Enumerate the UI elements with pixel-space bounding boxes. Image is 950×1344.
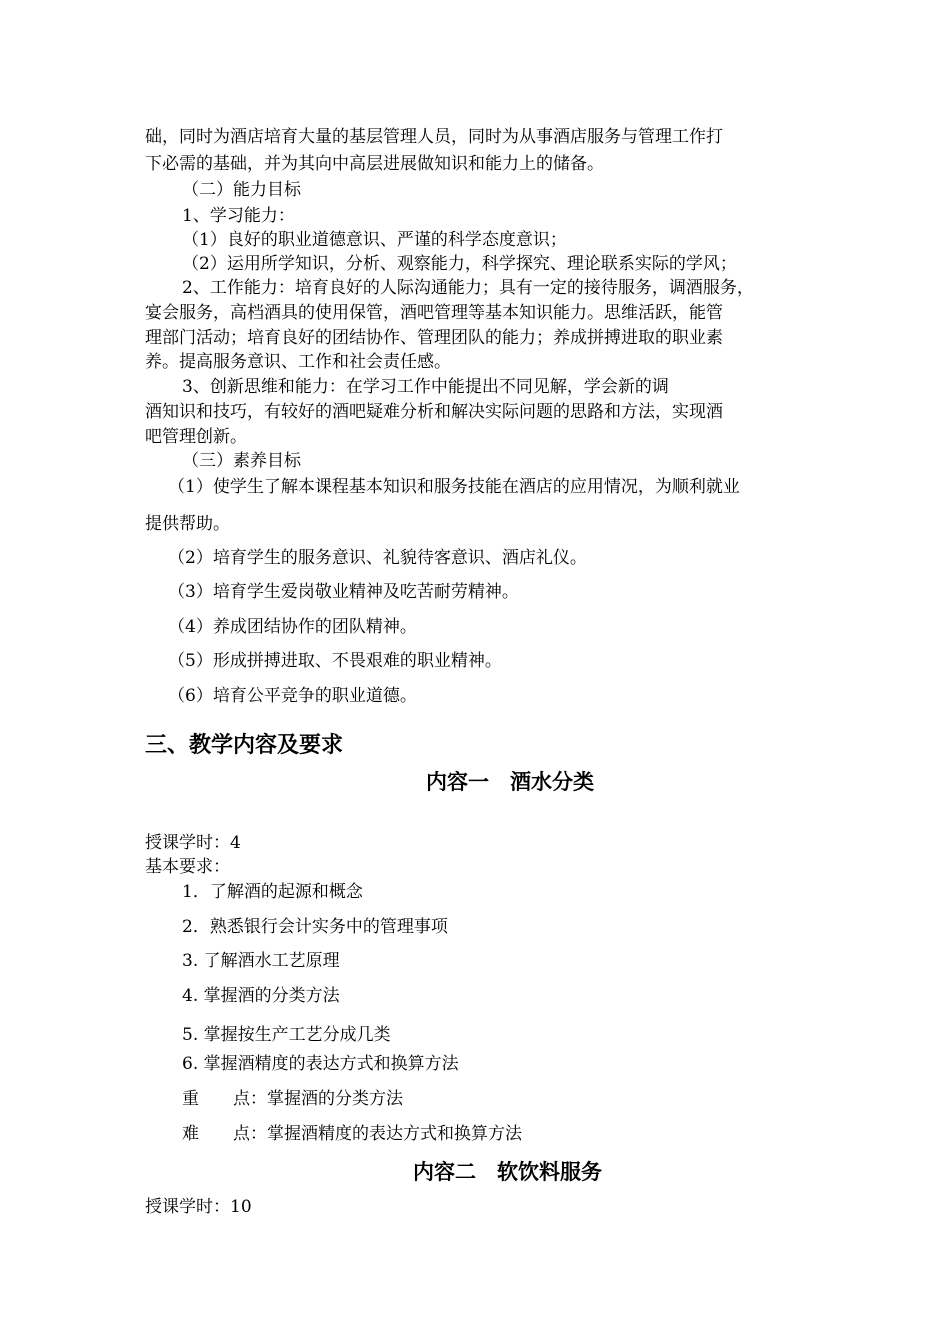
key-point <box>182 1088 403 1110</box>
key-point-label: 重 点： <box>182 1089 267 1109</box>
requirement-item: 2．熟悉银行会计实务中的管理事项 <box>182 917 448 937</box>
difficult-point <box>182 1123 522 1145</box>
quality-item: （3）培育学生爱岗敬业精神及吃苦耐劳精神。 <box>168 582 519 602</box>
work-ability-line: 2、工作能力：培育良好的人际沟通能力；具有一定的接待服务，调酒服务， <box>182 278 754 298</box>
work-ability-line: 宴会服务，高档酒具的使用保管，酒吧管理等基本知识能力。思维活跃，能管 <box>145 303 723 323</box>
learning-item: （1）良好的职业道德意识、严谨的科学态度意识； <box>182 230 567 250</box>
quality-item: （1）使学生了解本课程基本知识和服务技能在酒店的应用情况，为顺利就业 <box>168 477 740 497</box>
work-ability-line: 理部门活动；培育良好的团结协作、管理团队的能力；养成拼搏进取的职业素 <box>145 328 723 348</box>
teaching-hours: 授课学时：4 <box>145 833 241 853</box>
section-heading: 三、教学内容及要求 <box>145 733 344 758</box>
innovation-line: 吧管理创新。 <box>145 427 247 447</box>
difficult-point-value: 掌握酒精度的表达方式和换算方法 <box>267 1124 522 1144</box>
innovation-line: 3、创新思维和能力：在学习工作中能提出不同见解，学会新的调 <box>182 377 669 397</box>
content-1-title: 内容一 酒水分类 <box>426 770 594 794</box>
requirement-item: 5. 掌握按生产工艺分成几类 <box>182 1025 391 1045</box>
work-ability-line: 养。提高服务意识、工作和社会责任感。 <box>145 352 451 372</box>
requirements-label: 基本要求： <box>145 857 230 877</box>
requirement-item: 4. 掌握酒的分类方法 <box>182 986 340 1006</box>
innovation-line: 酒知识和技巧，有较好的酒吧疑难分析和解决实际问题的思路和方法，实现酒 <box>145 402 723 422</box>
requirement-item: 3. 了解酒水工艺原理 <box>182 951 340 971</box>
requirement-item: 1．了解酒的起源和概念 <box>182 882 363 902</box>
quality-item: （4）养成团结协作的团队精神。 <box>168 617 417 637</box>
content-2-title: 内容二 软饮料服务 <box>413 1160 602 1184</box>
ability-heading: （二）能力目标 <box>182 180 301 200</box>
quality-heading: （三）素养目标 <box>182 451 301 471</box>
intro-line-1: 础，同时为酒店培育大量的基层管理人员，同时为从事酒店服务与管理工作打 <box>145 127 723 147</box>
learning-ability-title: 1、学习能力： <box>182 206 295 226</box>
quality-item: （2）培育学生的服务意识、礼貌待客意识、酒店礼仪。 <box>168 548 587 568</box>
learning-item: （2）运用所学知识，分析、观察能力，科学探究、理论联系实际的学风； <box>182 254 737 274</box>
requirement-item: 6. 掌握酒精度的表达方式和换算方法 <box>182 1054 459 1074</box>
quality-item: （6）培育公平竞争的职业道德。 <box>168 686 417 706</box>
difficult-point-label: 难 点： <box>182 1124 267 1144</box>
key-point-value: 掌握酒的分类方法 <box>267 1089 403 1109</box>
quality-item-continued: 提供帮助。 <box>145 514 230 534</box>
quality-item: （5）形成拼搏进取、不畏艰难的职业精神。 <box>168 651 502 671</box>
intro-line-2: 下必需的基础，并为其向中高层进展做知识和能力上的储备。 <box>145 154 604 174</box>
teaching-hours: 授课学时：10 <box>145 1197 252 1217</box>
